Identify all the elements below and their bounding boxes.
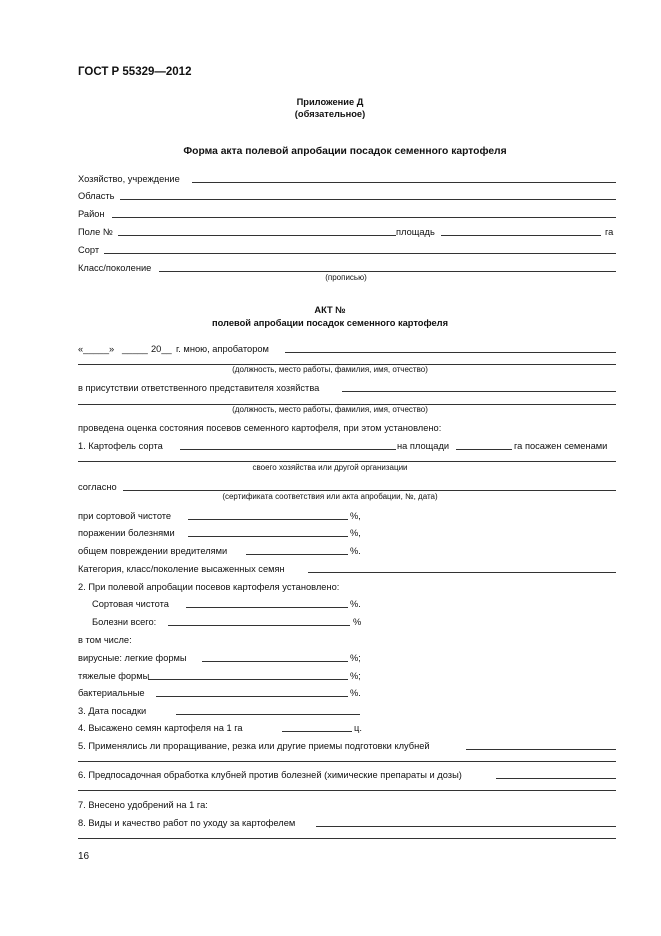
item5-line[interactable]	[466, 749, 616, 750]
item8-line[interactable]	[316, 826, 616, 827]
item4-label: 4. Высажено семян картофеля на 1 га	[78, 723, 243, 733]
bacterial-line[interactable]	[156, 696, 348, 697]
field-number-line[interactable]	[118, 235, 396, 236]
bacterial-unit: %.	[350, 688, 361, 698]
pest-damage-line[interactable]	[246, 554, 348, 555]
appendix-status: (обязательное)	[294, 109, 366, 119]
severe-forms-line[interactable]	[148, 679, 348, 680]
seed-source-line[interactable]	[78, 461, 616, 462]
item3-label: 3. Дата посадки	[78, 706, 147, 716]
farm-label: Хозяйство, учреждение	[78, 174, 180, 184]
item6-line[interactable]	[496, 778, 616, 779]
assessment-text: проведена оценка состояния посевов семенного картофеля, при этом установлено:	[78, 423, 442, 433]
category-label: Категория, класс/поколение высаженных семян	[78, 564, 285, 574]
according-label: согласно	[78, 482, 117, 492]
including-label: в том числе:	[78, 635, 132, 645]
item2-label: 2. При полевой апробации посевов картофеля установлено:	[78, 582, 340, 592]
variety-line[interactable]	[104, 253, 616, 254]
item1-area-line[interactable]	[456, 449, 512, 450]
item1-seeds-label: га посажен семенами	[514, 441, 608, 451]
date-day[interactable]: «_____»	[78, 344, 115, 354]
presence-line[interactable]	[342, 391, 616, 392]
varietal-purity-label: Сортовая чистота	[92, 599, 169, 609]
form-title: Форма акта полевой апробации посадок семенного картофеля	[183, 146, 507, 157]
item1-label: 1. Картофель сорта	[78, 441, 163, 451]
purity-label: при сортовой чистоте	[78, 511, 172, 521]
area-label: площадь	[396, 227, 435, 237]
diseases-total-unit: %	[353, 617, 362, 627]
pest-damage-label: общем повреждении вредителями	[78, 546, 228, 556]
class-label: Класс/поколение	[78, 263, 152, 273]
standard-code: ГОСТ Р 55329—2012	[78, 66, 192, 78]
severe-forms-unit: %;	[350, 671, 361, 681]
item6-label: 6. Предпосадочная обработка клубней против болезней (химические препараты и дозы)	[78, 770, 462, 780]
farm-line[interactable]	[192, 182, 616, 183]
seed-rate-line[interactable]	[282, 731, 352, 732]
appendix-title: Приложение Д	[296, 97, 364, 107]
viral-light-unit: %;	[350, 653, 361, 663]
item5-line-2[interactable]	[78, 761, 616, 762]
act-subtitle: полевой апробации посадок семенного картофеля	[211, 318, 448, 328]
item6-line-2[interactable]	[78, 790, 616, 791]
presence-label: в присутствии ответственного представителя хозяйства	[78, 383, 320, 393]
disease-damage-line[interactable]	[188, 536, 348, 537]
item5-label: 5. Применялись ли проращивание, резка или другие приемы подготовки клубней	[78, 741, 430, 751]
purity-line[interactable]	[188, 519, 348, 520]
approbator-caption: (должность, место работы, фамилия, имя, отчество)	[232, 365, 428, 374]
category-line[interactable]	[308, 572, 616, 573]
area-unit: га	[605, 227, 614, 237]
district-label: Район	[78, 209, 105, 219]
item7-label: 7. Внесено удобрений на 1 га:	[78, 800, 208, 810]
planting-date-line[interactable]	[176, 714, 360, 715]
field-label: Поле №	[78, 227, 113, 237]
seed-rate-unit: ц.	[354, 723, 362, 733]
variety-label: Сорт	[78, 245, 100, 255]
severe-forms-label: тяжелые формы	[78, 671, 150, 681]
date-month[interactable]: _____	[122, 344, 148, 354]
pest-damage-unit: %.	[350, 546, 361, 556]
area-line[interactable]	[441, 235, 601, 236]
viral-light-label: вирусные: легкие формы	[78, 653, 187, 663]
varietal-purity-line[interactable]	[186, 607, 348, 608]
certificate-line[interactable]	[123, 490, 616, 491]
date-year[interactable]: 20__	[151, 344, 172, 354]
class-line[interactable]	[159, 271, 616, 272]
purity-unit: %,	[350, 511, 361, 521]
approbator-label: г. мною, апробатором	[176, 344, 269, 354]
act-title: АКТ №	[314, 305, 346, 315]
item8-label: 8. Виды и качество работ по уходу за картофелем	[78, 818, 296, 828]
class-caption: (прописью)	[325, 273, 367, 282]
viral-light-line[interactable]	[202, 661, 348, 662]
disease-damage-unit: %,	[350, 528, 361, 538]
representative-caption: (должность, место работы, фамилия, имя, отчество)	[232, 405, 428, 414]
seed-source-caption: своего хозяйства или другой организации	[252, 463, 408, 472]
district-line[interactable]	[112, 217, 616, 218]
region-label: Область	[78, 191, 115, 201]
item1-area-label: на площади	[397, 441, 450, 451]
bacterial-label: бактериальные	[78, 688, 145, 698]
region-line[interactable]	[120, 199, 616, 200]
item8-line-2[interactable]	[78, 838, 616, 839]
disease-damage-label: поражении болезнями	[78, 528, 175, 538]
diseases-total-label: Болезни всего:	[92, 617, 157, 627]
varietal-purity-unit: %.	[350, 599, 361, 609]
certificate-caption: (сертификата соответствия или акта апробации, №, дата)	[222, 492, 438, 501]
variety-name-line[interactable]	[180, 449, 396, 450]
approbator-line[interactable]	[285, 352, 616, 353]
diseases-total-line[interactable]	[168, 625, 350, 626]
page-number: 16	[78, 851, 90, 862]
